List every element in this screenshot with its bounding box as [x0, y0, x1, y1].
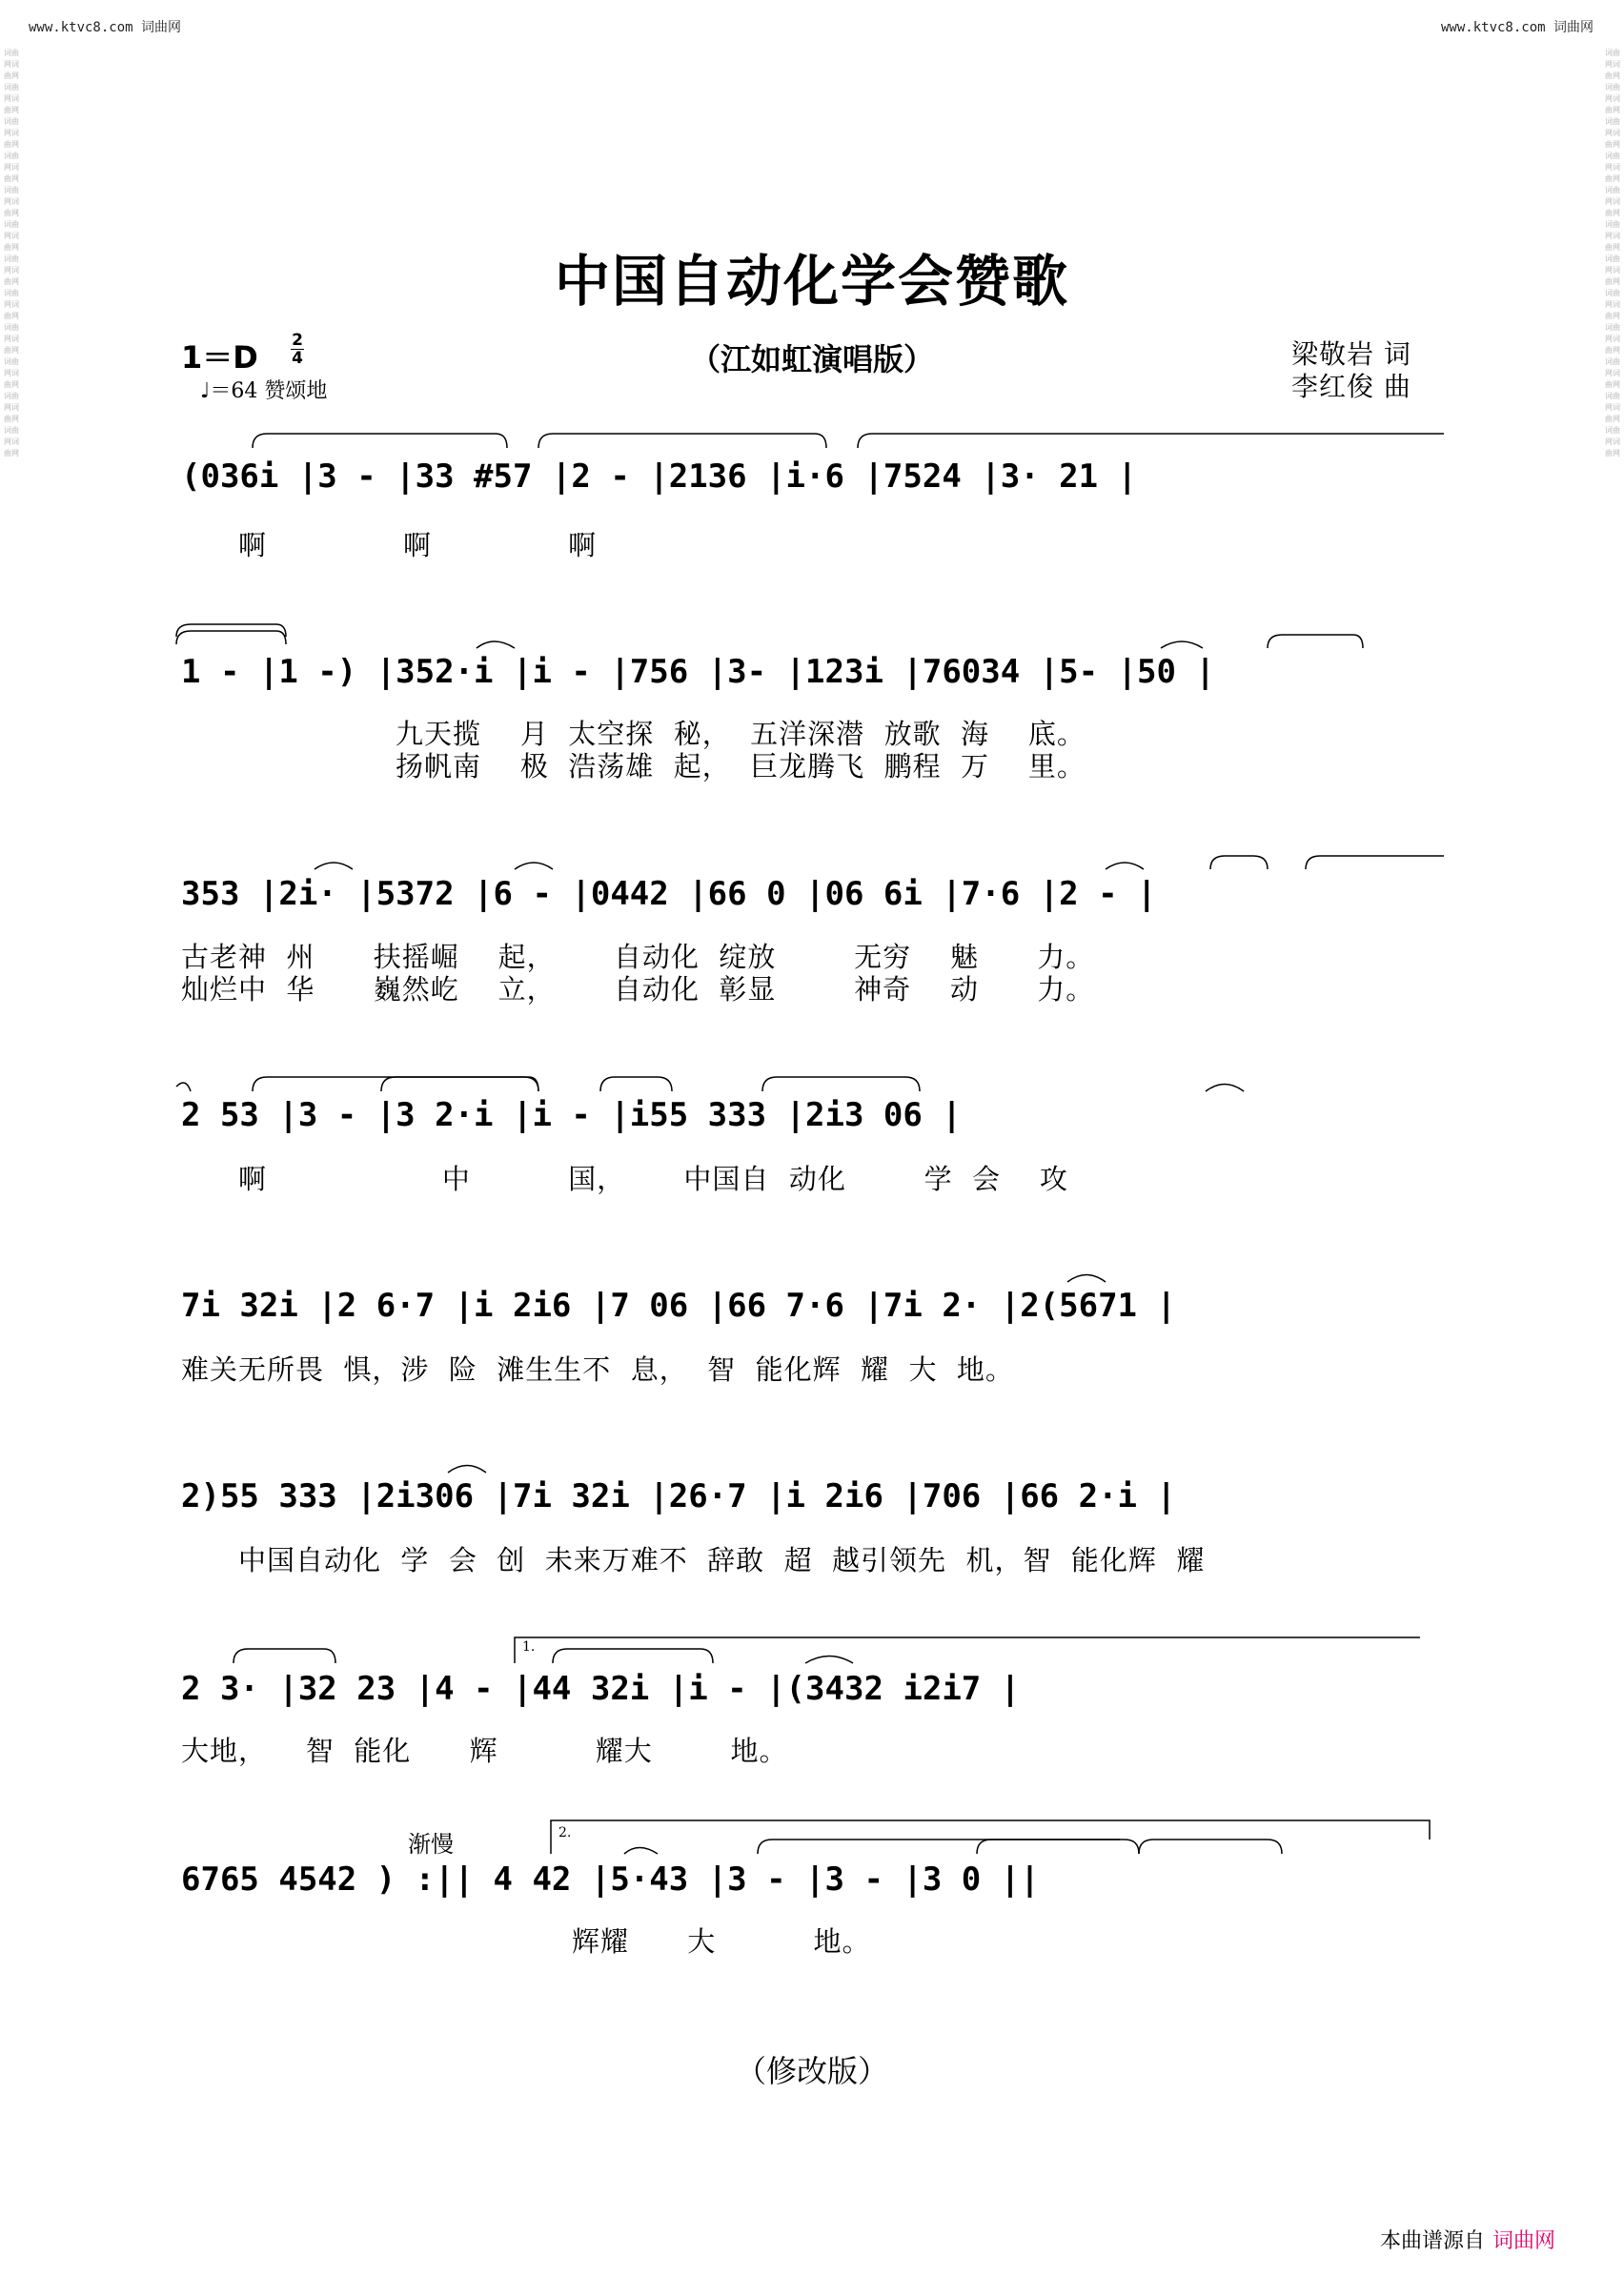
slur: [253, 434, 507, 448]
slur: [858, 434, 1444, 448]
music-line-1: (036i |3 - |33 #57 |2 - |2136 |i·6 |7524 |3· 21 |: [181, 457, 1138, 496]
lyric-line-6: 中国自动化 学 会 创 未来万难不 辞敢 超 越引领先 机，智 能化辉 耀: [238, 1544, 1206, 1576]
song-title: 中国自动化学会赞歌: [554, 249, 1069, 314]
lyric-line-1: 啊 啊 啊: [238, 529, 598, 561]
tempo-marking: ♩＝64 赞颂地: [200, 379, 328, 403]
source-credit-prefix: 本曲谱源自: [1380, 2229, 1486, 2253]
lyric-line-2a: 九天揽 月 太空探 秘， 五洋深潜 放歌 海 底。: [396, 718, 1086, 750]
revision-note: （修改版）: [735, 2053, 888, 2089]
lyric-line-7: 大地， 智 能化 辉 耀大 地。: [181, 1735, 788, 1767]
source-credit-brand[interactable]: 词曲网: [1492, 2229, 1556, 2253]
lyric-line-2b: 扬帆南 极 浩荡雄 起， 巨龙腾飞 鹏程 万 里。: [396, 750, 1086, 783]
volta-2-label: 2.: [558, 1825, 572, 1840]
music-line-8: 6765 4542 ) :|| 4 42 |5·43 |3 - |3 - |3 0 ||: [181, 1860, 1040, 1899]
lyric-line-3a: 古老神 州 扶摇崛 起， 自动化 绽放 无穷 魅 力。: [181, 941, 1095, 973]
music-line-3: 353 |2i· |5372 |6 - |0442 |66 0 |06 6i |7·6 |2 - |: [181, 875, 1157, 913]
source-credit: [1380, 2225, 1555, 2254]
music-line-5: 7i 32i |2 6·7 |i 2i6 |7 06 |66 7·6 |7i 2· |2(5671 |: [181, 1287, 1176, 1325]
lyric-line-8: 辉耀 大 地。: [572, 1925, 871, 1958]
slur: [176, 631, 286, 644]
song-subtitle: （江如虹演唱版）: [689, 341, 934, 377]
time-signature-bottom: 4: [292, 349, 303, 368]
side-watermark-left: 词曲网词曲网词曲网词曲网词曲网词曲网词曲网词曲网词曲网词曲网词曲网词曲网词曲网词曲网词曲网词曲网词曲网词曲网词曲网词曲网词曲网词曲网词曲网词曲网: [4, 49, 19, 457]
volta-1-label: 1.: [522, 1639, 536, 1655]
key-signature: 1＝D: [181, 339, 258, 376]
ritardando-cue: 渐慢: [408, 1831, 454, 1858]
music-line-6: 2)55 333 |2i306 |7i 32i |26·7 |i 2i6 |706 |66 2·i |: [181, 1477, 1176, 1515]
watermark-left: www.ktvc8.com 词曲网: [29, 20, 182, 35]
music-line-4: 2 53 |3 - |3 2·i |i - |i55 333 |2i3 06 |: [181, 1096, 962, 1134]
watermark-right: www.ktvc8.com 词曲网: [1441, 20, 1594, 35]
slur: [538, 434, 826, 448]
music-line-7: 2 3· |32 23 |4 - |44 32i |i - |(3432 i2i7 |: [181, 1670, 1021, 1708]
lyricist-credit: 梁敬岩 词: [1291, 338, 1411, 370]
lyric-line-3b: 灿烂中 华 巍然屹 立， 自动化 彰显 神奇 动 力。: [181, 973, 1095, 1006]
composer-credit: 李红俊 曲: [1291, 371, 1411, 402]
side-watermark-right: 词曲网词曲网词曲网词曲网词曲网词曲网词曲网词曲网词曲网词曲网词曲网词曲网词曲网词曲网词曲网词曲网词曲网词曲网词曲网词曲网词曲网词曲网词曲网词曲网: [1605, 49, 1620, 457]
time-signature-top: 2: [292, 331, 303, 350]
lyric-line-4: 啊 中 国， 中国自 动化 学 会 攻: [238, 1163, 1068, 1195]
music-line-2: 1 - |1 -) |352·i |i - |756 |3- |123i |76034 |5- |50 |: [181, 653, 1215, 691]
lyric-line-5: 难关无所畏 惧，涉 险 滩生生不 息， 智 能化辉 耀 大 地。: [181, 1353, 1014, 1386]
